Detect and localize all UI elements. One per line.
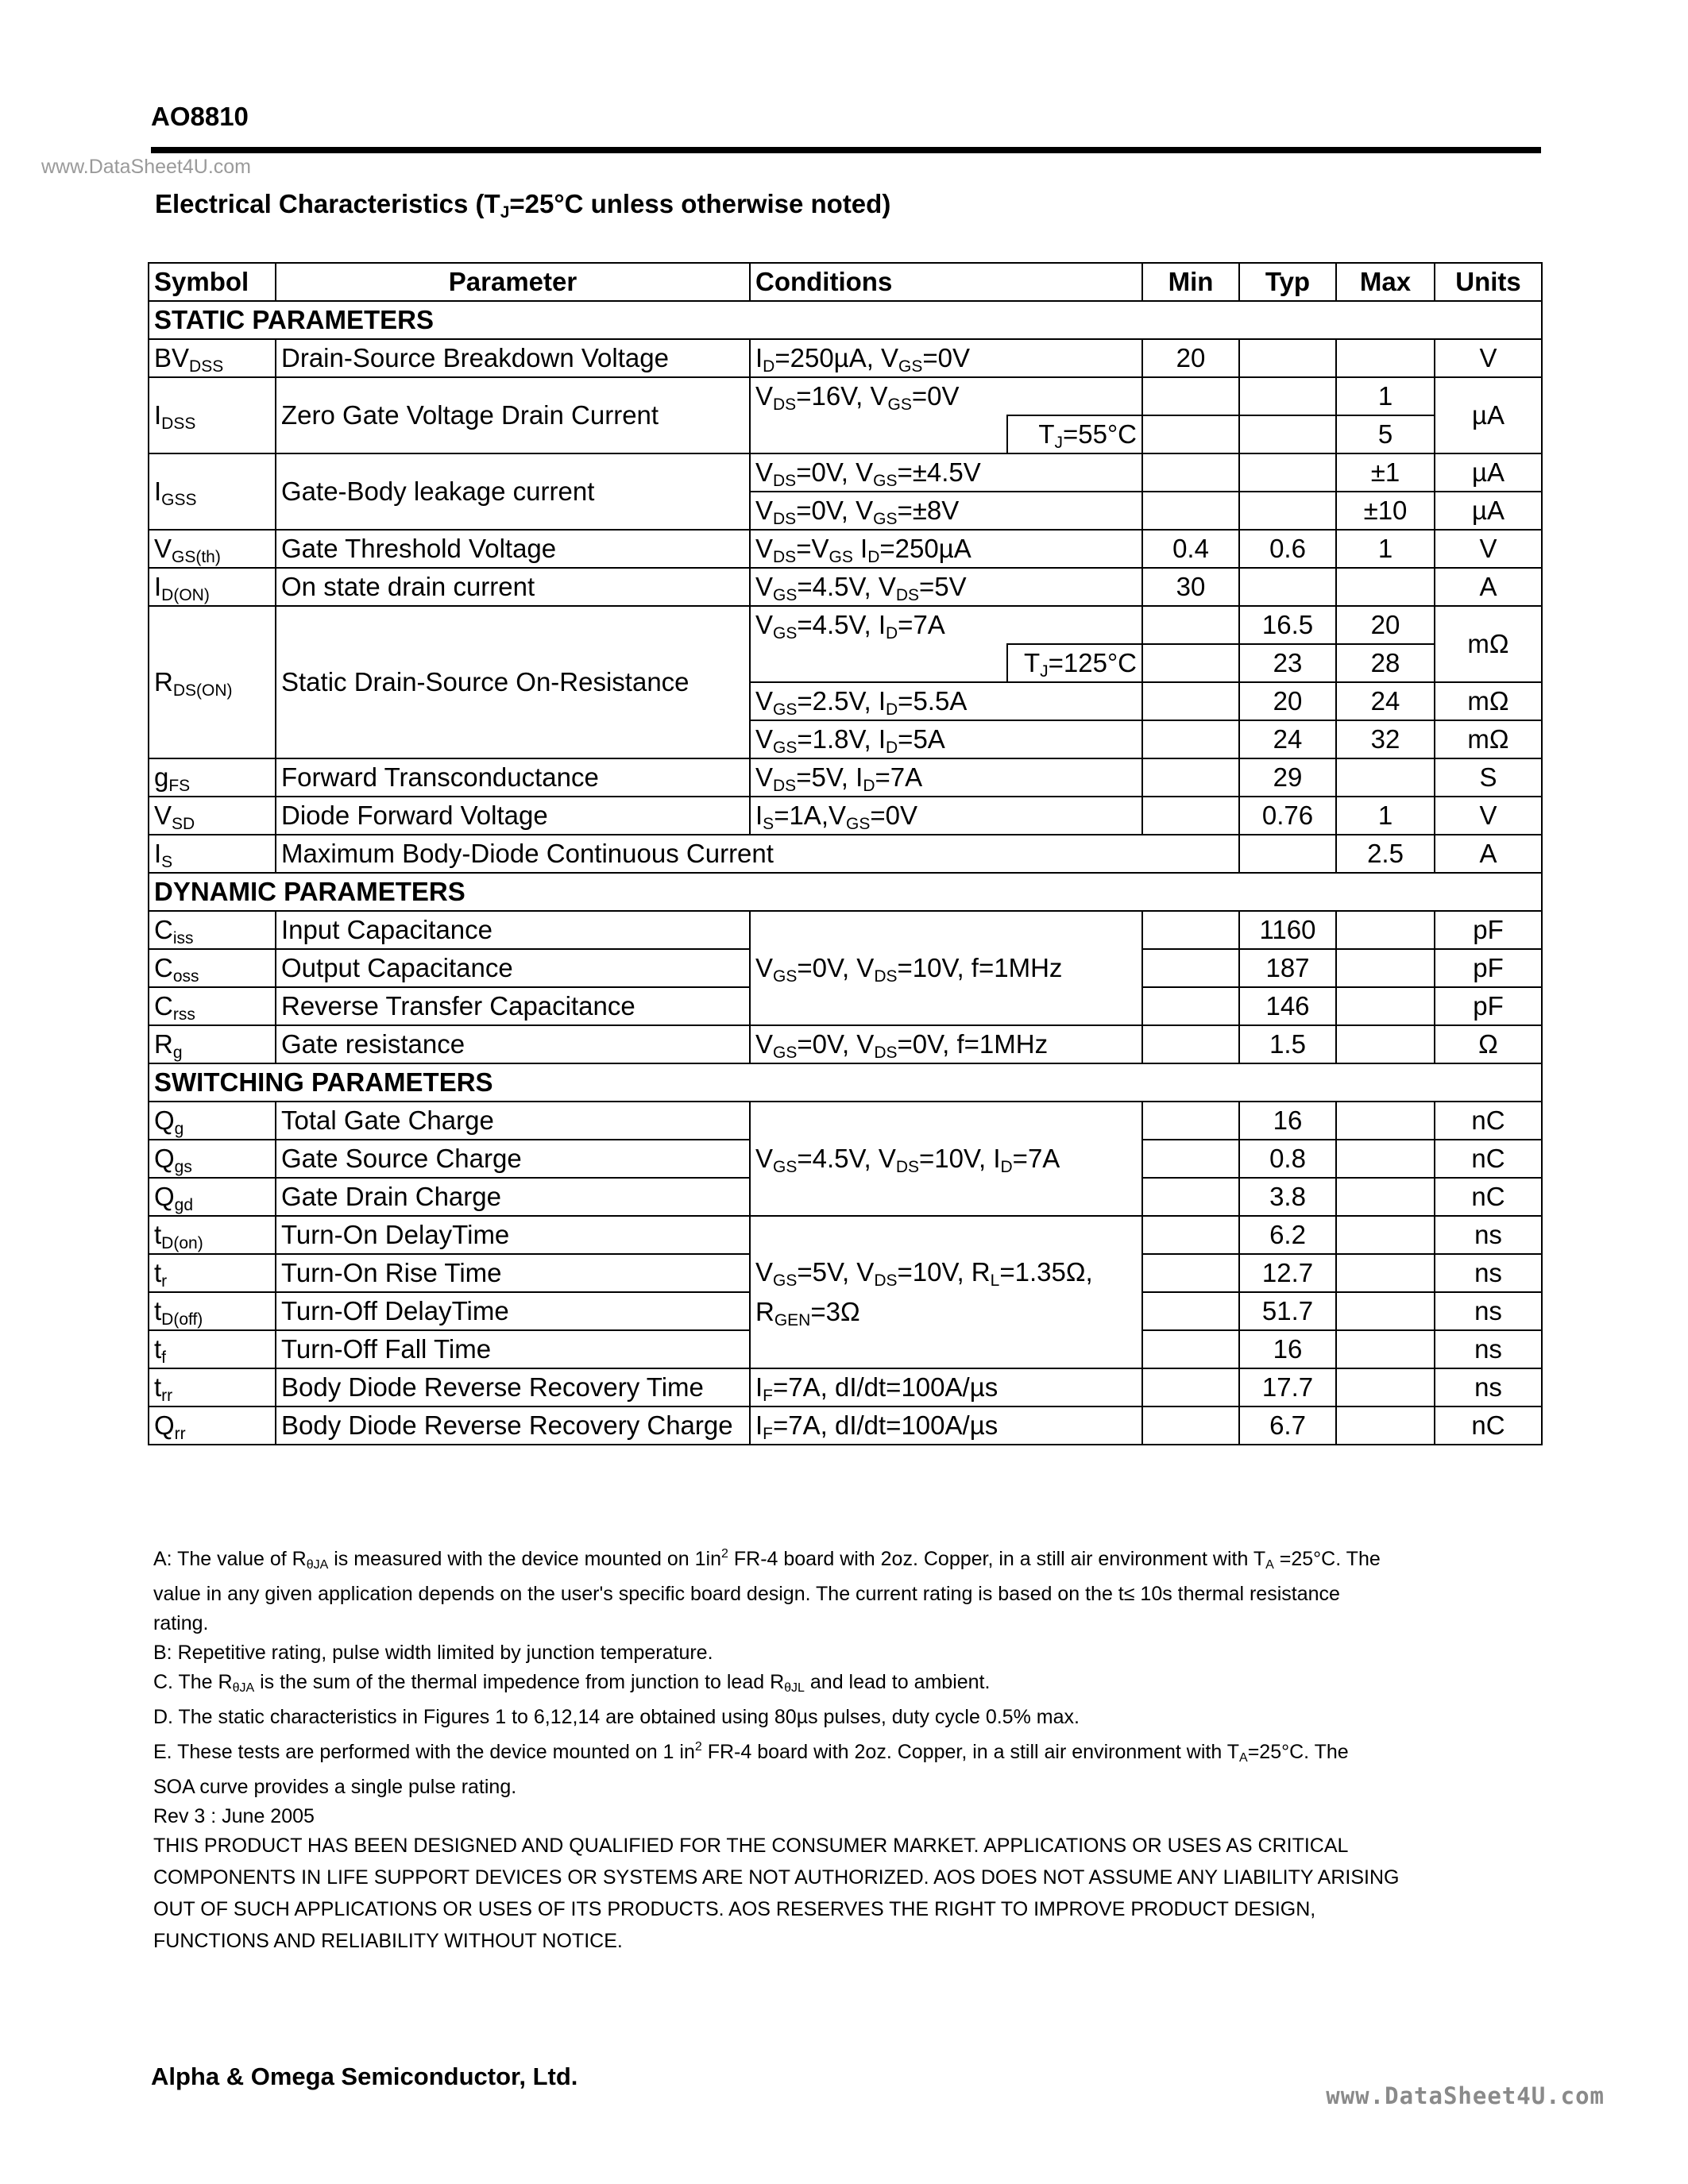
- max-cell: 28: [1336, 644, 1435, 682]
- max-cell: 32: [1336, 720, 1435, 758]
- max-cell: [1336, 1140, 1435, 1178]
- unit-cell: V: [1435, 530, 1542, 568]
- max-cell: ±1: [1336, 453, 1435, 492]
- section-switching: SWITCHING PARAMETERS: [149, 1063, 1542, 1102]
- symbol-cell: $C_{iss}$: [149, 911, 276, 949]
- footnote-a-line3: rating.: [153, 1612, 209, 1634]
- condition-cell: $I_S=1A,V_{GS}=0V$: [750, 797, 1142, 835]
- min-cell: 20: [1142, 339, 1239, 377]
- condition-cell: $V_{DS}=0V$, $V_{GS}=\pm 4.5V$: [750, 453, 1142, 492]
- header-rule: [151, 147, 1541, 153]
- unit-cell: A: [1435, 568, 1542, 606]
- table-row: [149, 1368, 1542, 1406]
- table-row: [149, 835, 1542, 873]
- symbol-cell: $t_{D(on)}$: [149, 1216, 276, 1254]
- typ-cell: [1239, 568, 1336, 606]
- typ-cell: [1239, 415, 1336, 453]
- max-cell: [1336, 339, 1435, 377]
- min-cell: [1142, 682, 1239, 720]
- max-cell: [1336, 1406, 1435, 1445]
- parameter-cell: Gate resistance: [276, 1025, 750, 1063]
- table-row: [149, 1406, 1542, 1445]
- header-symbol: Symbol: [149, 263, 276, 301]
- temperature-condition-cell: $T_J=125^\circ C$: [1007, 644, 1142, 682]
- symbol-cell: $R_g$: [149, 1025, 276, 1063]
- symbol-cell: $V_{SD}$: [149, 797, 276, 835]
- unit-cell: nC: [1435, 1406, 1542, 1445]
- unit-cell: µA: [1435, 377, 1542, 453]
- footnote-b: B: Repetitive rating, pulse width limited by junction temperature.: [153, 1642, 713, 1664]
- condition-cell: $V_{DS}=5V$, $I_D=7A$: [750, 758, 1142, 797]
- parameter-cell: Gate-Body leakage current: [276, 453, 750, 530]
- parameter-cell: Turn-On DelayTime: [276, 1216, 750, 1254]
- unit-cell: Ω: [1435, 1025, 1542, 1063]
- max-cell: [1336, 758, 1435, 797]
- unit-cell: ns: [1435, 1292, 1542, 1330]
- header-max: Max: [1336, 263, 1435, 301]
- typ-cell: 187: [1239, 949, 1336, 987]
- parameter-cell: Body Diode Reverse Recovery Charge: [276, 1406, 750, 1445]
- min-cell: [1142, 720, 1239, 758]
- min-cell: [1142, 911, 1239, 949]
- header-typ: Typ: [1239, 263, 1336, 301]
- condition-cell: $V_{GS}=4.5V$, $I_D=7A$: [750, 606, 1142, 644]
- footnote-a-line2: value in any given application depends on the user's specific board design. The current rating is based on the t≤ 10s thermal resistance: [153, 1583, 1340, 1605]
- symbol-cell: $V_{GS(th)}$: [149, 530, 276, 568]
- max-cell: 2.5: [1336, 835, 1435, 873]
- condition-cell: $V_{GS}=4.5V$, $V_{DS}=5V$: [750, 568, 1142, 606]
- condition-cell: $I_D=250\mu A$, $V_{GS}=0V$: [750, 339, 1142, 377]
- parameter-cell: Diode Forward Voltage: [276, 797, 750, 835]
- table-row: [149, 1025, 1542, 1063]
- typ-cell: [1239, 377, 1336, 415]
- parameter-cell: Output Capacitance: [276, 949, 750, 987]
- table-row: [149, 530, 1542, 568]
- max-cell: 1: [1336, 530, 1435, 568]
- symbol-cell: $t_r$: [149, 1254, 276, 1292]
- typ-cell: 16.5: [1239, 606, 1336, 644]
- max-cell: [1336, 568, 1435, 606]
- min-cell: [1142, 987, 1239, 1025]
- typ-cell: [1239, 453, 1336, 492]
- unit-cell: mΩ: [1435, 682, 1542, 720]
- min-cell: [1142, 758, 1239, 797]
- parameter-cell: Static Drain-Source On-Resistance: [276, 606, 750, 758]
- max-cell: [1336, 1025, 1435, 1063]
- max-cell: [1336, 1254, 1435, 1292]
- symbol-cell: $BV_{DSS}$: [149, 339, 276, 377]
- disclaimer-line: FUNCTIONS AND RELIABILITY WITHOUT NOTICE.: [153, 1930, 623, 1952]
- max-cell: 24: [1336, 682, 1435, 720]
- symbol-cell: $I_{GSS}$: [149, 453, 276, 530]
- typ-cell: [1239, 339, 1336, 377]
- symbol-cell: $t_{D(off)}$: [149, 1292, 276, 1330]
- table-row: [149, 758, 1542, 797]
- parameter-cell: Turn-On Rise Time: [276, 1254, 750, 1292]
- section-title: Electrical Characteristics ($T_J=25^\circ C$ unless otherwise noted): [155, 189, 891, 222]
- table-row: [149, 606, 1542, 644]
- min-cell: [1142, 1330, 1239, 1368]
- max-cell: [1336, 911, 1435, 949]
- disclaimer-line: COMPONENTS IN LIFE SUPPORT DEVICES OR SYSTEMS ARE NOT AUTHORIZED. AOS DOES NOT ASSUME ANY LIABILITY ARISING: [153, 1866, 1400, 1889]
- typ-cell: 0.76: [1239, 797, 1336, 835]
- parameter-cell: Turn-Off Fall Time: [276, 1330, 750, 1368]
- footnote-d: D. The static characteristics in Figures 1 to 6,12,14 are obtained using 80µs pulses, duty cycle 0.5% max.: [153, 1706, 1080, 1728]
- condition-cell: $V_{GS}=2.5V$, $I_D=5.5A$: [750, 682, 1142, 720]
- min-cell: [1142, 1368, 1239, 1406]
- condition-cell: $V_{DS}=16V$, $V_{GS}=0V$: [750, 377, 1142, 415]
- typ-cell: [1239, 835, 1336, 873]
- table-row: [149, 568, 1542, 606]
- min-cell: 30: [1142, 568, 1239, 606]
- condition-cell: $V_{DS}=V_{GS}$ $I_D=250\mu A$: [750, 530, 1142, 568]
- table-row: [149, 911, 1542, 949]
- unit-cell: V: [1435, 339, 1542, 377]
- condition-cell: [750, 644, 1007, 682]
- min-cell: [1142, 1292, 1239, 1330]
- min-cell: [1142, 1406, 1239, 1445]
- max-cell: [1336, 1102, 1435, 1140]
- parameter-cell: Forward Transconductance: [276, 758, 750, 797]
- parameter-cell: Total Gate Charge: [276, 1102, 750, 1140]
- revision: Rev 3 : June 2005: [153, 1805, 315, 1827]
- footnote-a: A: The value of RθJA is measured with the device mounted on 1in$^2$ FR-4 board with 2oz. Copper, in a still air environment with TA =25°C. The: [153, 1547, 1381, 1572]
- header-parameter: Parameter: [276, 263, 750, 301]
- max-cell: 1: [1336, 377, 1435, 415]
- min-cell: [1142, 606, 1239, 644]
- condition-cell: $V_{GS}=5V$, $V_{DS}=10V$, $R_L=1.35\Omega$, $R_{GEN}=3\Omega$: [750, 1216, 1142, 1368]
- disclaimer-line: OUT OF SUCH APPLICATIONS OR USES OF ITS PRODUCTS. AOS RESERVES THE RIGHT TO IMPROVE PRODUCT DESIGN,: [153, 1898, 1316, 1920]
- symbol-cell: $Q_g$: [149, 1102, 276, 1140]
- min-cell: [1142, 415, 1239, 453]
- parameter-cell: Zero Gate Voltage Drain Current: [276, 377, 750, 453]
- disclaimer: [153, 1830, 1551, 1957]
- max-cell: 5: [1336, 415, 1435, 453]
- max-cell: [1336, 1292, 1435, 1330]
- unit-cell: nC: [1435, 1102, 1542, 1140]
- parameter-cell: Turn-Off DelayTime: [276, 1292, 750, 1330]
- unit-cell: nC: [1435, 1140, 1542, 1178]
- unit-cell: ns: [1435, 1368, 1542, 1406]
- unit-cell: pF: [1435, 911, 1542, 949]
- section-dynamic: DYNAMIC PARAMETERS: [149, 873, 1542, 911]
- symbol-cell: $Q_{gd}$: [149, 1178, 276, 1216]
- electrical-characteristics-table: [148, 262, 1541, 1445]
- symbol-cell: $I_S$: [149, 835, 276, 873]
- unit-cell: S: [1435, 758, 1542, 797]
- max-cell: [1336, 1178, 1435, 1216]
- min-cell: [1142, 377, 1239, 415]
- unit-cell: ns: [1435, 1216, 1542, 1254]
- typ-cell: 23: [1239, 644, 1336, 682]
- header-min: Min: [1142, 263, 1239, 301]
- parameter-cell: Maximum Body-Diode Continuous Current: [276, 835, 1239, 873]
- table-row: [149, 1216, 1542, 1254]
- header-units: Units: [1435, 263, 1542, 301]
- condition-cell: $V_{GS}=4.5V$, $V_{DS}=10V$, $I_D=7A$: [750, 1102, 1142, 1216]
- condition-cell: $I_F=7A$, dI/dt=100A/µs: [750, 1368, 1142, 1406]
- typ-cell: 6.2: [1239, 1216, 1336, 1254]
- parameter-cell: Input Capacitance: [276, 911, 750, 949]
- min-cell: 0.4: [1142, 530, 1239, 568]
- parameter-cell: Reverse Transfer Capacitance: [276, 987, 750, 1025]
- condition-cell: $V_{GS}=0V$, $V_{DS}=0V$, f=1MHz: [750, 1025, 1142, 1063]
- condition-cell: $V_{GS}=1.8V$, $I_D=5A$: [750, 720, 1142, 758]
- min-cell: [1142, 1025, 1239, 1063]
- typ-cell: 0.6: [1239, 530, 1336, 568]
- unit-cell: µA: [1435, 453, 1542, 492]
- max-cell: [1336, 949, 1435, 987]
- max-cell: ±10: [1336, 492, 1435, 530]
- header-conditions: Conditions: [750, 263, 1142, 301]
- min-cell: [1142, 797, 1239, 835]
- condition-cell: $V_{DS}=0V$, $V_{GS}=\pm 8V$: [750, 492, 1142, 530]
- typ-cell: 16: [1239, 1102, 1336, 1140]
- table-row: [149, 1102, 1542, 1140]
- typ-cell: 1160: [1239, 911, 1336, 949]
- disclaimer-line: THIS PRODUCT HAS BEEN DESIGNED AND QUALIFIED FOR THE CONSUMER MARKET. APPLICATIONS OR USES AS CRITICAL: [153, 1835, 1349, 1857]
- table-row: [149, 797, 1542, 835]
- table-header-row: [149, 263, 1542, 301]
- parameter-cell: Body Diode Reverse Recovery Time: [276, 1368, 750, 1406]
- symbol-cell: $Q_{rr}$: [149, 1406, 276, 1445]
- watermark-top[interactable]: www.DataSheet4U.com: [41, 156, 252, 178]
- symbol-cell: $t_f$: [149, 1330, 276, 1368]
- unit-cell: ns: [1435, 1330, 1542, 1368]
- unit-cell: mΩ: [1435, 720, 1542, 758]
- footnote-e-line2: SOA curve provides a single pulse rating.: [153, 1776, 517, 1798]
- min-cell: [1142, 1102, 1239, 1140]
- min-cell: [1142, 644, 1239, 682]
- parameter-cell: Drain-Source Breakdown Voltage: [276, 339, 750, 377]
- symbol-cell: $t_{rr}$: [149, 1368, 276, 1406]
- symbol-cell: $C_{rss}$: [149, 987, 276, 1025]
- symbol-cell: $R_{DS(ON)}$: [149, 606, 276, 758]
- parameter-cell: Gate Threshold Voltage: [276, 530, 750, 568]
- company-name: Alpha & Omega Semiconductor, Ltd.: [151, 2062, 578, 2090]
- symbol-cell: $Q_{gs}$: [149, 1140, 276, 1178]
- symbol-cell: $C_{oss}$: [149, 949, 276, 987]
- typ-cell: 24: [1239, 720, 1336, 758]
- unit-cell: µA: [1435, 492, 1542, 530]
- max-cell: [1336, 1330, 1435, 1368]
- max-cell: 1: [1336, 797, 1435, 835]
- symbol-cell: $I_{D(ON)}$: [149, 568, 276, 606]
- typ-cell: [1239, 492, 1336, 530]
- table-row: [149, 377, 1542, 415]
- max-cell: [1336, 1368, 1435, 1406]
- min-cell: [1142, 1254, 1239, 1292]
- typ-cell: 146: [1239, 987, 1336, 1025]
- unit-cell: A: [1435, 835, 1542, 873]
- footnote-e: E. These tests are performed with the device mounted on 1 in$^2$ FR-4 board with 2oz. Copper, in a still air environment with TA=25°C. The: [153, 1740, 1349, 1765]
- typ-cell: 51.7: [1239, 1292, 1336, 1330]
- condition-cell: [750, 415, 1007, 453]
- min-cell: [1142, 1216, 1239, 1254]
- typ-cell: 1.5: [1239, 1025, 1336, 1063]
- typ-cell: 6.7: [1239, 1406, 1336, 1445]
- typ-cell: 0.8: [1239, 1140, 1336, 1178]
- max-cell: 20: [1336, 606, 1435, 644]
- min-cell: [1142, 949, 1239, 987]
- condition-cell: $I_F=7A$, dI/dt=100A/µs: [750, 1406, 1142, 1445]
- min-cell: [1142, 1178, 1239, 1216]
- symbol-cell: $I_{DSS}$: [149, 377, 276, 453]
- typ-cell: 16: [1239, 1330, 1336, 1368]
- table-row: [149, 339, 1542, 377]
- unit-cell: nC: [1435, 1178, 1542, 1216]
- footnotes: [153, 1539, 1551, 1831]
- typ-cell: 29: [1239, 758, 1336, 797]
- condition-cell: $V_{GS}=0V$, $V_{DS}=10V$, f=1MHz: [750, 911, 1142, 1025]
- watermark-bottom[interactable]: www.DataSheet4U.com: [1326, 2082, 1605, 2109]
- min-cell: [1142, 1140, 1239, 1178]
- min-cell: [1142, 492, 1239, 530]
- unit-cell: pF: [1435, 987, 1542, 1025]
- max-cell: [1336, 987, 1435, 1025]
- parameter-cell: Gate Source Charge: [276, 1140, 750, 1178]
- section-static: STATIC PARAMETERS: [149, 301, 1542, 339]
- typ-cell: 20: [1239, 682, 1336, 720]
- unit-cell: ns: [1435, 1254, 1542, 1292]
- typ-cell: 3.8: [1239, 1178, 1336, 1216]
- footnote-c: C. The RθJA is the sum of the thermal impedence from junction to lead RθJL and lead to ambient.: [153, 1671, 991, 1695]
- min-cell: [1142, 453, 1239, 492]
- unit-cell: V: [1435, 797, 1542, 835]
- max-cell: [1336, 1216, 1435, 1254]
- temperature-condition-cell: $T_J=55^\circ C$: [1007, 415, 1142, 453]
- typ-cell: 17.7: [1239, 1368, 1336, 1406]
- table-row: [149, 453, 1542, 492]
- typ-cell: 12.7: [1239, 1254, 1336, 1292]
- parameter-cell: Gate Drain Charge: [276, 1178, 750, 1216]
- parameter-cell: On state drain current: [276, 568, 750, 606]
- unit-cell: pF: [1435, 949, 1542, 987]
- symbol-cell: $g_{FS}$: [149, 758, 276, 797]
- part-number: AO8810: [151, 102, 249, 131]
- unit-cell: mΩ: [1435, 606, 1542, 682]
